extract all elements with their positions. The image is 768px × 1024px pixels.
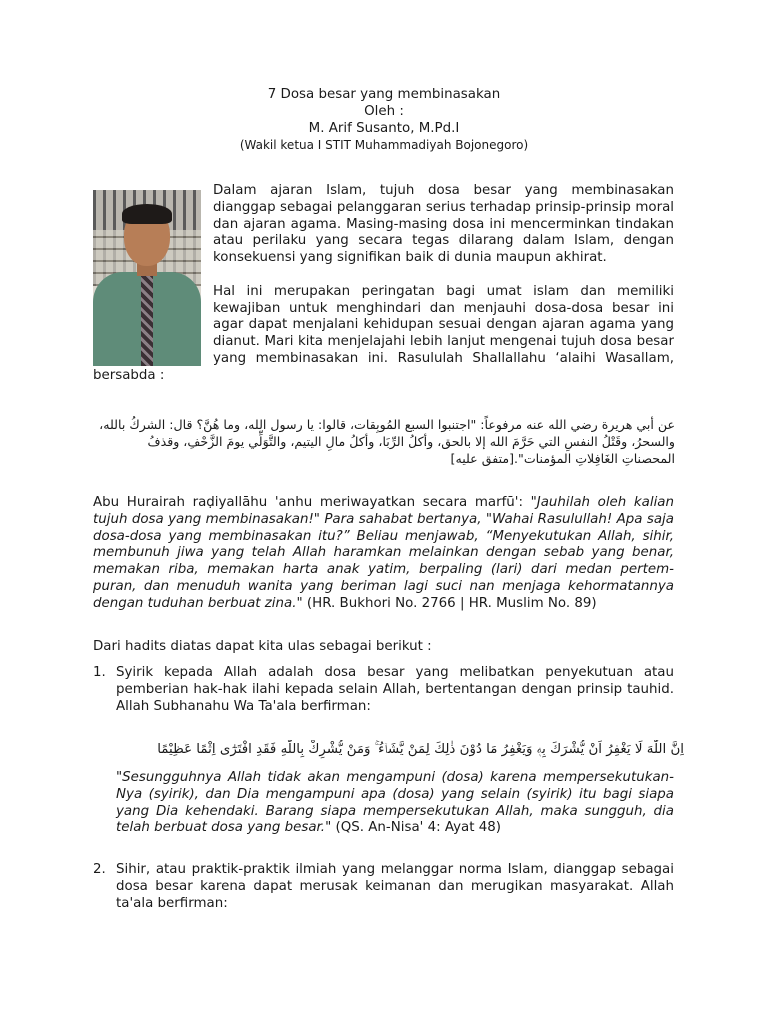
verse-translation <box>116 770 674 837</box>
hadith-lead: Abu Hurairah raḍiyallāhu 'anhu meriwayatkan secara marfū': " <box>93 495 537 510</box>
hadith-translation <box>93 495 674 613</box>
article-title: 7 Dosa besar yang membinasakan <box>267 87 501 102</box>
author-name: M. Arif Susanto, M.Pd.I <box>308 120 460 136</box>
verse-translation-text: Sesungguhnya Allah tidak akan mengampuni (dosa) karena mempersekutukan-Nya (syirik), dan Dia mengampuni apa (dosa) yang selain (syirik) itu bagi siapa yang Dia kehendaki. Barang siapa mempersekutukan Allah, maka sungguh, dia telah berbuat dosa yang besar. <box>116 770 674 836</box>
list-item <box>93 862 674 912</box>
byline-label: Oleh : <box>364 103 404 119</box>
author-photo <box>93 190 201 366</box>
section-intro: Dari hadits diatas dapat kita ulas sebagai berikut : <box>93 639 432 654</box>
hadith-reference: " (HR. Bukhori No. 2766 | HR. Muslim No. 89) <box>296 595 597 611</box>
list-item-text: Sihir, atau praktik-praktik ilmiah yang melanggar norma Islam, dianggap sebagai dosa besar karena dapat merusak keimanan dan merugikan masyarakat. Allah ta'ala berfirman: <box>116 862 674 911</box>
quran-verse: اِنَّ اللّٰهَ لَا يَغْفِرُ اَنْ يُّشْرَكَ بِهٖ وَيَغْفِرُ مَا دُوْنَ ذٰلِكَ لِمَنْ يَّشَاۤءُ ۚ وَمَنْ يُّشْرِكْ بِاللّٰهِ فَقَدِ افْتَرٰٓى اِثْمًا عَظِيْمًا <box>157 742 684 757</box>
list-number: 1. <box>93 665 106 680</box>
article-header <box>93 87 675 154</box>
verse-reference: " (QS. An-Nisa' 4: Ayat 48) <box>325 820 502 836</box>
list-item-text: Syirik kepada Allah adalah dosa besar yang melibatkan penyekutuan atau pemberian hak-hak ilahi kepada selain Allah, bertentangan dengan prinsip tauhid. Allah Subhanahu Wa Ta'ala berfirman: <box>116 665 674 714</box>
list-number: 2. <box>93 862 106 877</box>
intro-paragraph-1: Dalam ajaran Islam, tujuh dosa besar yang membinasakan dianggap sebagai pelanggaran serius terhadap prinsip-prinsip moral dan ajaran agama. Masing-masing dosa ini mencerminkan tindakan atau perilaku yang secara tegas dilarang dalam Islam, dengan konsekuensi yang signifikan baik di dunia maupun akhirat. <box>213 183 674 266</box>
author-affiliation: (Wakil ketua I STIT Muhammadiyah Bojonegoro) <box>239 138 529 153</box>
list-item <box>93 665 674 715</box>
intro-paragraph-2: Hal ini merupakan peringatan bagi umat islam dan memiliki kewajiban untuk menghindari dan menjauhi dosa-dosa besar ini agar dapat menjalani kehidupan sesuai dengan ajaran agama yang dianut. Mari kita menjelajahi lebih lanjut mengenai tujuh dosa besar yang membinasakan ini. Rasululah Shallallahu ‘alaihi Wasallam, bersabda : <box>93 283 674 383</box>
hadith-quote: Jauhilah oleh kalian tujuh dosa yang membinasakan!" Para sahabat bertanya, "Wahai Rasulullah! Apa saja dosa-dosa yang membinasakan itu?” Beliau menjawab, “Menyekutukan Allah, sihir, membunuh jiwa yang telah Allah haramkan melainkan dengan sebab yang benar, memakan riba, memakan harta anak yatim, berpaling (lari) dari medan pertem-puran, dan menuduh wanita yang beriman lagi suci nan menjaga kehormatannya dengan tuduhan berbuat zina. <box>93 495 674 611</box>
intro-section <box>93 183 674 385</box>
arabic-hadith: عن أبي هريرة رضي الله عنه مرفوعاً: "اجتنبوا السبع المُوبِقات، قالوا: يا رسول الله، وما هُنَّ؟ قال: الشركُ بالله، والسحرُ، وقَتْلُ النفسِ التي حَرَّمَ الله إلا بالحق، وأكلُ الرِّبَا، وأكلُ مالِ اليتيم، والتَّوَلِّي يومَ الزَّحْفِ، وقذفُ المحصناتِ الغَافِلاتِ المؤمنات".[متفق عليه] <box>99 417 675 466</box>
quote-open: " <box>116 770 123 785</box>
